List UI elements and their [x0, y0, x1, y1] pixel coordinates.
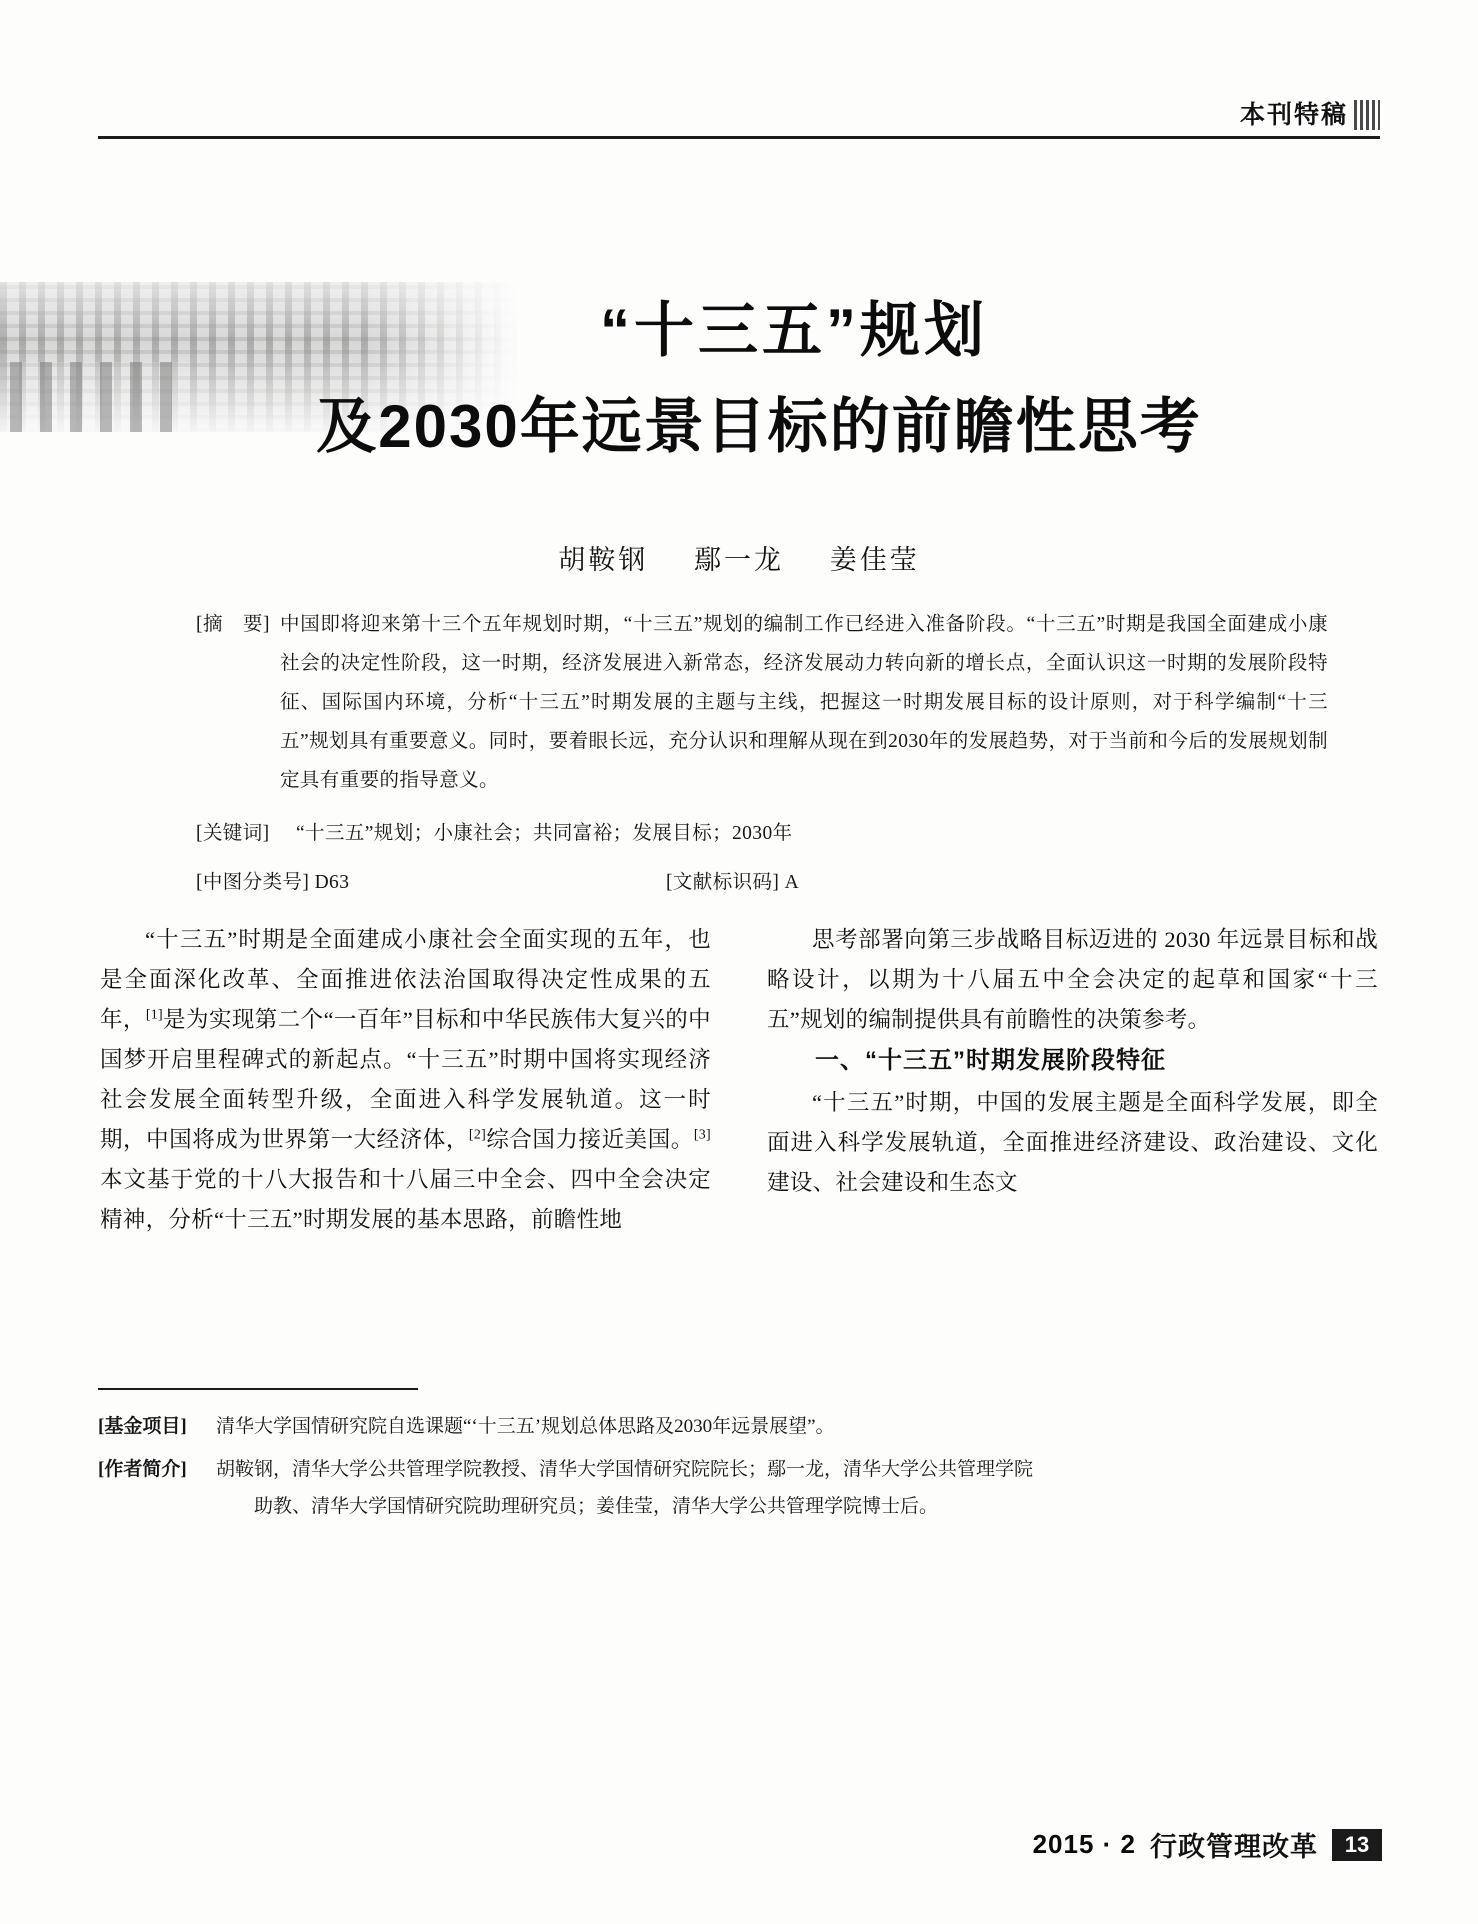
footnote-authors-text: [216, 1451, 1380, 1525]
keywords-text: “十三五”规划；小康社会；共同富裕；发展目标；2030年: [296, 823, 793, 844]
keywords-row: [196, 814, 1328, 853]
abstract-row: [196, 605, 1328, 800]
keywords-label: [关键词]: [196, 823, 270, 844]
paragraph-section1-first: “十三五”时期，中国的发展主题是全面科学发展，即全面进入科学发展轨道，全面推进经济建设、政治建设、文化建设、社会建设和生态文: [767, 1089, 1378, 1195]
body-columns: [100, 920, 1378, 1330]
reference-marker-3: [3]: [693, 1127, 711, 1143]
footnote-fund-text: 清华大学国情研究院自选课题“‘十三五’规划总体思路及2030年远景展望”。: [216, 1416, 835, 1437]
paragraph-intro-continued: 思考部署向第三步战略目标迈进的 2030 年远景目标和战略设计，以期为十八届五中全会决定的起草和国家“十三五”规划的编制提供具有前瞻性的决策参考。: [767, 927, 1378, 1033]
section-heading-1: 一、“十三五”时期发展阶段特征: [815, 1047, 1166, 1075]
issue-date: 2015 · 2: [1032, 1829, 1136, 1859]
paragraph-intro-part2: 是为实现第二个“一百年”目标和中华民族伟大复兴的中国梦开启里程碑式的新起点。“十三五”时期中国将实现经济社会发展全面转型升级，全面进入科学发展轨道。这一时期，中国将成为世界第一大经济体，: [100, 1007, 711, 1153]
abstract-label: [摘 要]: [196, 614, 270, 635]
clc-number: [196, 863, 666, 902]
page-number: 13: [1332, 1829, 1382, 1861]
footnote-divider: [98, 1388, 418, 1390]
header-section-label: 本刊特稿: [1239, 101, 1348, 129]
paragraph-intro-part1: “十三五”时期是全面建成小康社会全面实现的五年，也是全面深化改革、全面推进依法治国取得决定性成果的五年，: [100, 927, 711, 1033]
paragraph-intro: [100, 920, 711, 1240]
footnote-authors-line1: 胡鞍钢，清华大学公共管理学院教授、清华大学国情研究院院长；鄢一龙，清华大学公共管理学院: [216, 1459, 1034, 1481]
paragraph-intro-part3: 综合国力接近美国。: [486, 1127, 694, 1153]
abstract-text: 中国即将迎来第十三个五年规划时期，“十三五”规划的编制工作已经进入准备阶段。“十三五”时期是我国全面建成小康社会的决定性阶段，这一时期，经济发展进入新常态，经济发展动力转向新的增长点，全面认识这一时期的发展阶段特征、国际国内环境，分析“十三五”时期发展的主题与主线，把握这一时期发展目标的设计原则，对于科学编制“十三五”规划具有重要意义。同时，要着眼长远，充分认识和理解从现在到2030年的发展趋势，对于当前和今后的发展规划制定具有重要的指导意义。: [280, 614, 1328, 791]
abstract-block: [196, 605, 1328, 902]
document-code: [666, 863, 1328, 902]
body-column-left: [100, 920, 711, 1330]
article-title: [150, 296, 1368, 464]
footnote-block: [98, 1408, 1380, 1531]
author-2: 鄢一龙: [694, 545, 784, 575]
clc-label: [中图分类号]: [196, 872, 310, 893]
document-code-label: [文献标识码]: [666, 872, 780, 893]
footnote-authors-line2: 助教、清华大学国情研究院助理研究员；姜佳莹，清华大学公共管理学院博士后。: [254, 1496, 939, 1518]
header-stripe-icon: [1354, 100, 1380, 130]
classification-row: [196, 863, 1328, 902]
title-line-1: “十三五”规划: [600, 297, 988, 364]
header-band: [1240, 100, 1380, 130]
page-footer: [1033, 1825, 1382, 1864]
author-3: 姜佳莹: [829, 545, 920, 575]
body-column-right: [767, 920, 1378, 1330]
footnote-authors-label: [作者简介]: [98, 1459, 187, 1481]
footnote-authors: [98, 1451, 1380, 1525]
paragraph-intro-part4: 本文基于党的十八大报告和十八届三中全会、四中全会决定精神，分析“十三五”时期发展的基本思路，前瞻性地: [100, 1167, 711, 1233]
footnote-fund: [98, 1408, 1380, 1445]
clc-value: D63: [314, 872, 350, 893]
title-line-2: 及2030年远景目标的前瞻性思考: [316, 393, 1202, 460]
reference-marker-2: [2]: [468, 1127, 487, 1143]
author-list: [0, 538, 1478, 577]
reference-marker-1: [1]: [145, 1007, 163, 1023]
document-code-value: A: [784, 872, 800, 893]
journal-name: 行政管理改革: [1150, 1832, 1318, 1862]
footnote-fund-label: [基金项目]: [98, 1416, 187, 1437]
author-1: 胡鞍钢: [558, 545, 649, 575]
header-divider: [98, 136, 1380, 139]
